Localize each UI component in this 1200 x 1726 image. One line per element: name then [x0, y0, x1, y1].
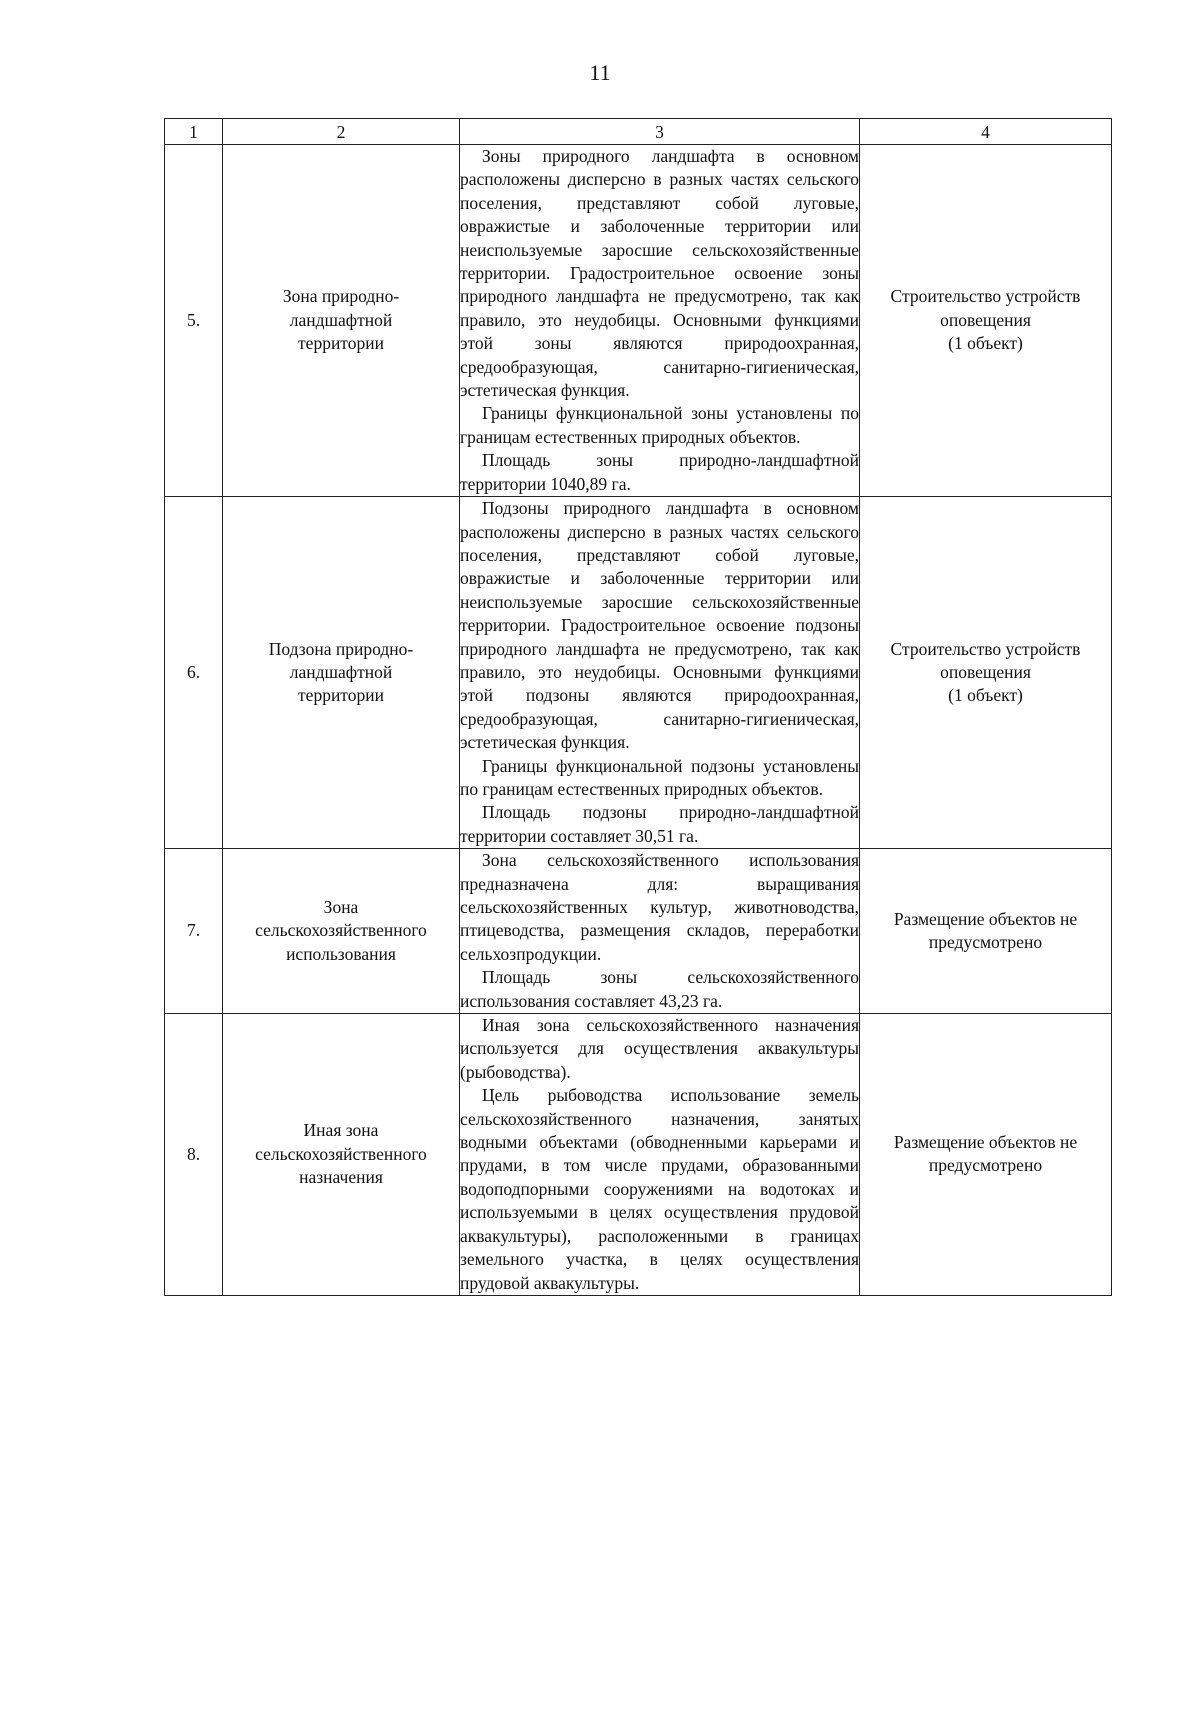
planned-measures [860, 849, 1112, 1014]
description-paragraph: Цель рыбоводства использование земель сельскохозяйственного назначения, занятых водными объектами (обводненными карьерами и прудами, в том числе прудами, образованными водоподпорными сооружениями на водотоках и используемыми в целях осуществления прудовой аквакультуры), расположенными в границах земельного участка, в целях осуществления прудовой аквакультуры. [460, 1085, 859, 1293]
zone-name [223, 497, 460, 849]
table-row [165, 849, 1112, 1014]
table-row [165, 1014, 1112, 1296]
zone-description [460, 145, 860, 497]
measure-line: Строительство устройств [890, 638, 1081, 659]
description-paragraph: Площадь подзоны природно-ландшафтной территории составляет 30,51 га. [460, 802, 859, 846]
zone-name-line: назначения [299, 1167, 383, 1188]
row-number: 8. [165, 1014, 223, 1296]
description-paragraph: Зоны природного ландшафта в основном расположены дисперсно в разных частях сельского поселения, представляют собой луговые, овражистые и заболоченные территории или неиспользуемые заросшие сельскохозяйственные территории. Градостроительное освоение зоны природного ландшафта не предусмотрено, так как правило, это неудобицы. Основными функциями этой зоны являются природоохранная, средообразующая, санитарно-гигиеническая, эстетическая функция. [460, 146, 859, 401]
zone-name-line: сельскохозяйственного [255, 1143, 427, 1164]
zone-description [460, 849, 860, 1014]
measure-line: Строительство устройств [890, 286, 1081, 307]
row-number: 7. [165, 849, 223, 1014]
zone-name-line: Зона [323, 897, 359, 917]
measure-line: (1 объект) [948, 685, 1023, 706]
zone-name-line: ландшафтной [289, 309, 393, 330]
zone-name-line: ландшафтной [289, 661, 393, 682]
zone-description [460, 497, 860, 849]
measure-line: Размещение объектов не [893, 908, 1078, 929]
planned-measures [860, 497, 1112, 849]
row-number: 5. [165, 145, 223, 497]
table-row [165, 145, 1112, 497]
measure-line: предусмотрено [928, 932, 1043, 953]
zone-name-line: Иная зона [303, 1120, 379, 1141]
zone-name-line: Зона природно- [282, 286, 400, 307]
zone-name-line: использования [286, 943, 396, 964]
table-row [165, 497, 1112, 849]
measure-line: оповещения [940, 661, 1031, 682]
header-cell: 2 [223, 119, 460, 145]
table-header-row [165, 119, 1112, 145]
description-paragraph: Иная зона сельскохозяйственного назначения используется для осуществления аквакультуры (рыбоводства). [460, 1015, 859, 1082]
measure-line: Размещение объектов не [893, 1132, 1078, 1153]
description-paragraph: Площадь зоны природно-ландшафтной территории 1040,89 га. [460, 450, 859, 494]
zone-name-line: территории [298, 333, 384, 354]
zone-name-line: Подзона природно- [268, 638, 414, 659]
planned-measures [860, 145, 1112, 497]
description-paragraph: Границы функциональной зоны установлены по границам естественных природных объектов. [460, 403, 859, 447]
description-paragraph: Подзоны природного ландшафта в основном расположены дисперсно в разных частях сельского поселения, представляют собой луговые, овражистые и заболоченные территории или неиспользуемые заросшие сельскохозяйственные территории. Градостроительное освоение подзоны природного ландшафта не предусмотрено, так как правило, это неудобицы. Основными функциями этой подзоны являются природоохранная, средообразующая, санитарно-гигиеническая, эстетическая функция. [460, 498, 859, 753]
description-paragraph: Зона сельскохозяйственного использования предназначена для: выращивания сельскохозяйственных культур, животноводства, птицеводства, размещения складов, переработки сельхозпродукции. [460, 850, 859, 964]
zones-table [164, 118, 1112, 1296]
measure-line: предусмотрено [928, 1155, 1043, 1176]
measure-line: оповещения [940, 309, 1031, 330]
zone-name-line: территории [298, 685, 384, 706]
header-cell: 1 [165, 119, 223, 145]
row-number: 6. [165, 497, 223, 849]
header-cell: 4 [860, 119, 1112, 145]
page-number: 11 [589, 60, 611, 85]
zone-description [460, 1014, 860, 1296]
zone-name [223, 145, 460, 497]
description-paragraph: Границы функциональной подзоны установлены по границам естественных природных объектов. [460, 755, 859, 799]
zone-name [223, 849, 460, 1014]
description-paragraph: Площадь зоны сельскохозяйственного использования составляет 43,23 га. [460, 967, 859, 1011]
planned-measures [860, 1014, 1112, 1296]
zone-name [223, 1014, 460, 1296]
zone-name-line: сельскохозяйственного [255, 920, 427, 941]
measure-line: (1 объект) [948, 333, 1023, 354]
header-cell: 3 [460, 119, 860, 145]
